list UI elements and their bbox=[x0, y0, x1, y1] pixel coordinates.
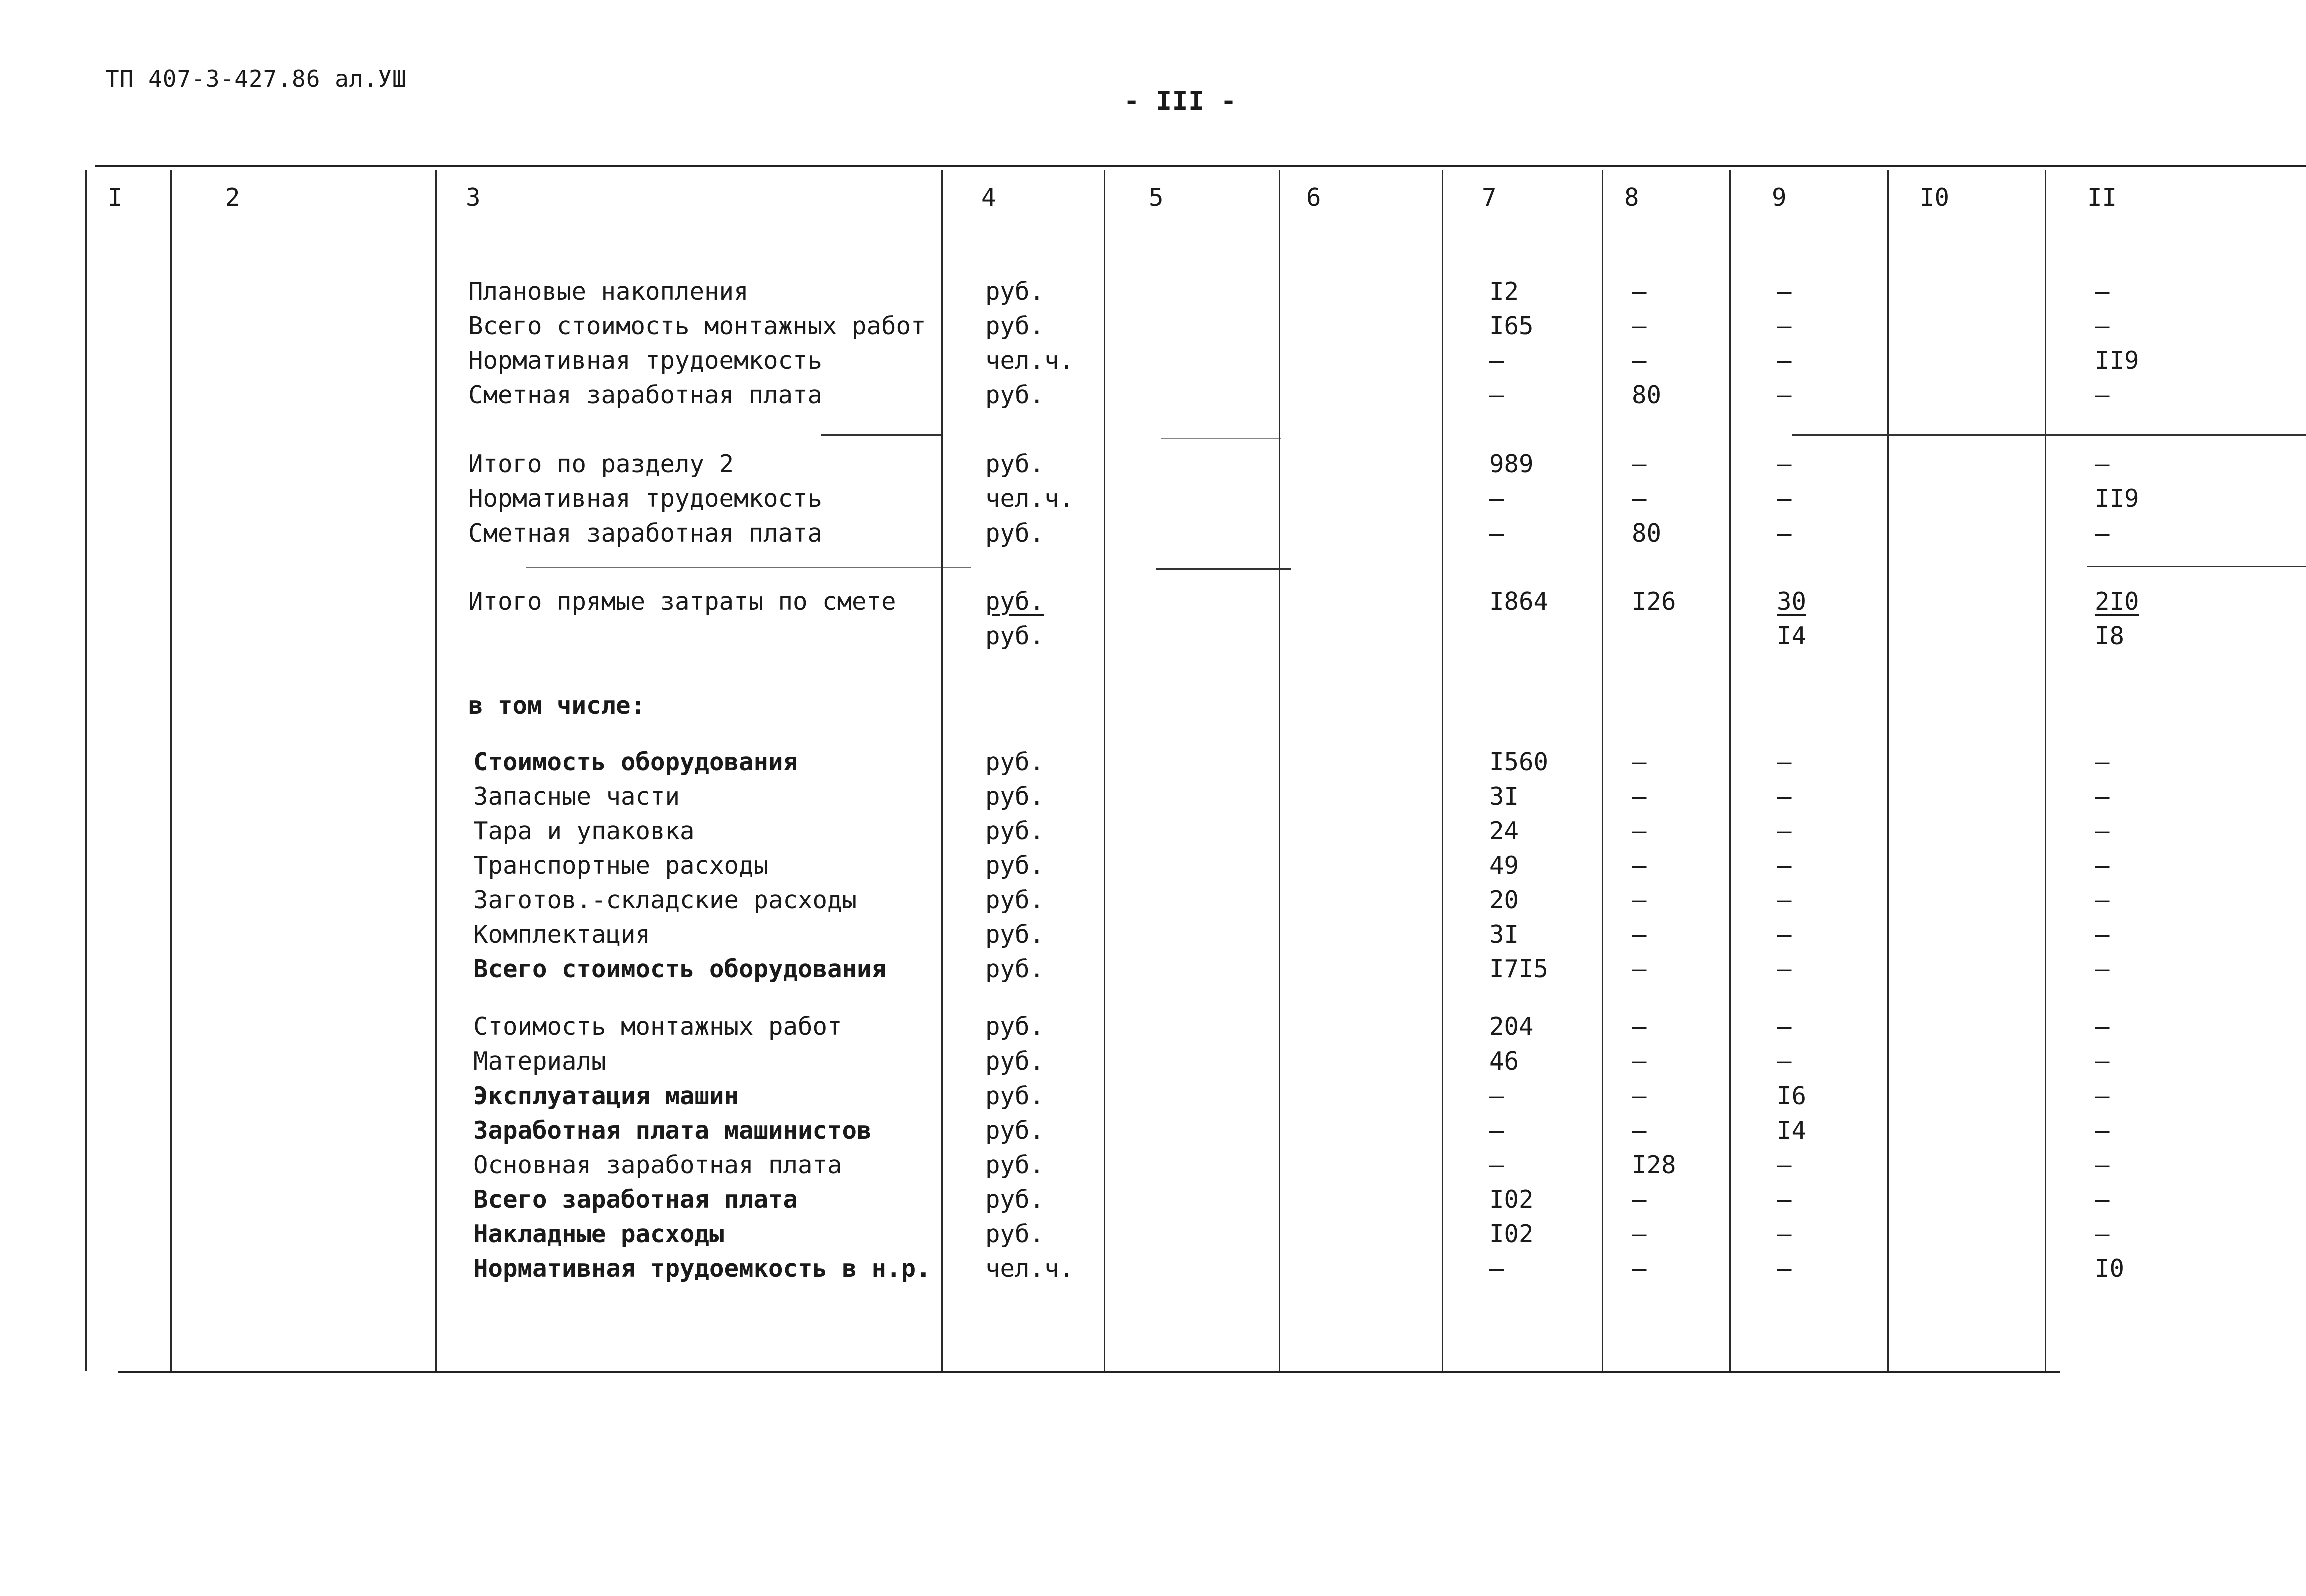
row-label: Сметная заработная плата bbox=[468, 519, 823, 548]
column-header: 7 bbox=[1482, 183, 1497, 212]
row-label: Всего заработная плата bbox=[473, 1185, 798, 1214]
value-cell-col9: 30 bbox=[1777, 587, 1807, 616]
column-divider bbox=[941, 170, 943, 1371]
unit-cell: чел.ч. bbox=[985, 1254, 1074, 1283]
unit-cell: чел.ч. bbox=[985, 484, 1074, 513]
separator-line bbox=[1792, 434, 2306, 436]
row-label: Нормативная трудоемкость в н.р. bbox=[473, 1254, 931, 1283]
value-cell-col8: – bbox=[1632, 1254, 1647, 1283]
value-cell-col9: – bbox=[1777, 955, 1792, 983]
separator-line bbox=[526, 567, 971, 568]
row-label: Материалы bbox=[473, 1047, 606, 1076]
row-label: Основная заработная плата bbox=[473, 1151, 842, 1179]
value-cell-col8: – bbox=[1632, 817, 1647, 845]
separator-line bbox=[1156, 568, 1291, 570]
value-cell-col7: I2 bbox=[1489, 277, 1519, 306]
value-cell-col8: I26 bbox=[1632, 587, 1676, 616]
column-divider bbox=[1729, 170, 1731, 1371]
document-code: ТП 407-3-427.86 ал.УШ bbox=[105, 65, 407, 92]
value-cell-col11: – bbox=[2095, 1012, 2110, 1041]
value-cell-col9: – bbox=[1777, 1012, 1792, 1041]
value-cell-col9: – bbox=[1777, 817, 1792, 845]
value-cell-col9: – bbox=[1777, 886, 1792, 914]
value-cell-col7: – bbox=[1489, 1082, 1504, 1110]
unit-cell: руб. bbox=[985, 886, 1045, 914]
row-label: Плановые накопления bbox=[468, 277, 749, 306]
table-bottom-rule bbox=[118, 1371, 2060, 1373]
row-label: Эксплуатация машин bbox=[473, 1082, 739, 1110]
unit-cell: руб. bbox=[985, 381, 1045, 409]
value-cell-col9: – bbox=[1777, 920, 1792, 949]
column-divider bbox=[1442, 170, 1443, 1371]
value-cell-col9: – bbox=[1777, 1047, 1792, 1076]
value-cell-col8: I28 bbox=[1632, 1151, 1676, 1179]
value-cell-col11: – bbox=[2095, 817, 2110, 845]
page-number: - III - bbox=[1124, 86, 1237, 116]
value-cell-col11: – bbox=[2095, 519, 2110, 548]
value-cell-col8: – bbox=[1632, 277, 1647, 306]
value-cell-col11: – bbox=[2095, 1047, 2110, 1076]
value-cell-col9: – bbox=[1777, 381, 1792, 409]
column-divider bbox=[1887, 170, 1889, 1371]
row-label: Запасные части bbox=[473, 782, 680, 811]
unit-cell: руб. bbox=[985, 1220, 1045, 1248]
row-label: Стоимость оборудования bbox=[473, 748, 798, 776]
value-cell-col8: – bbox=[1632, 955, 1647, 983]
unit-cell: руб. bbox=[985, 1185, 1045, 1214]
value-cell-col8: – bbox=[1632, 1185, 1647, 1214]
value-cell-col11: – bbox=[2095, 1185, 2110, 1214]
value-cell-col9: I6 bbox=[1777, 1082, 1807, 1110]
row-label: Нормативная трудоемкость bbox=[468, 346, 823, 375]
value-cell-col7: – bbox=[1489, 1254, 1504, 1283]
row-label: Всего стоимость монтажных работ bbox=[468, 312, 926, 340]
value-cell-col7: I560 bbox=[1489, 748, 1549, 776]
unit-cell: руб. bbox=[985, 1047, 1045, 1076]
value-cell-col11: – bbox=[2095, 886, 2110, 914]
row-label: в том числе: bbox=[468, 691, 646, 720]
value-cell-col8: – bbox=[1632, 450, 1647, 478]
value-cell-col7: 46 bbox=[1489, 1047, 1519, 1076]
value-cell-col9: – bbox=[1777, 1185, 1792, 1214]
row-label: Итого по разделу 2 bbox=[468, 450, 734, 478]
value-cell-col7: 3I bbox=[1489, 920, 1519, 949]
value-cell-col9: – bbox=[1777, 277, 1792, 306]
unit-cell: чел.ч. bbox=[985, 346, 1074, 375]
value-cell-col11: – bbox=[2095, 920, 2110, 949]
column-divider bbox=[2045, 170, 2046, 1371]
value-cell-col9: I4 bbox=[1777, 1116, 1807, 1145]
row-label: Комплектация bbox=[473, 920, 651, 949]
value-cell-col8: – bbox=[1632, 748, 1647, 776]
value-cell-col8: – bbox=[1632, 851, 1647, 880]
value-cell-col11: – bbox=[2095, 312, 2110, 340]
value-cell-col11: – bbox=[2095, 1116, 2110, 1145]
value-cell-col8: – bbox=[1632, 1047, 1647, 1076]
row-label: Итого прямые затраты по смете bbox=[468, 587, 896, 616]
value-cell-col11: – bbox=[2095, 748, 2110, 776]
unit-cell: руб. bbox=[985, 817, 1045, 845]
row-label: Накладные расходы bbox=[473, 1220, 724, 1248]
column-header: I0 bbox=[1920, 183, 1950, 212]
value-cell-col7: I65 bbox=[1489, 312, 1534, 340]
column-header: 4 bbox=[981, 183, 996, 212]
value-cell-col9: – bbox=[1777, 346, 1792, 375]
column-header: 2 bbox=[225, 183, 240, 212]
column-header: 9 bbox=[1772, 183, 1787, 212]
value-cell-col11: – bbox=[2095, 955, 2110, 983]
row-label: Всего стоимость оборудования bbox=[473, 955, 887, 983]
value-cell-col7: – bbox=[1489, 519, 1504, 548]
value-cell-col11: – bbox=[2095, 381, 2110, 409]
unit-cell: руб. bbox=[985, 955, 1045, 983]
value-cell-col7: – bbox=[1489, 484, 1504, 513]
value-cell-col7: 204 bbox=[1489, 1012, 1534, 1041]
column-header: 5 bbox=[1149, 183, 1164, 212]
value-cell-col7: I02 bbox=[1489, 1220, 1534, 1248]
separator-line bbox=[1161, 438, 1281, 439]
value-cell-col8: – bbox=[1632, 1220, 1647, 1248]
column-header: 3 bbox=[466, 183, 481, 212]
value-cell-col11: I8 bbox=[2095, 622, 2125, 650]
value-cell-col8: – bbox=[1632, 1012, 1647, 1041]
value-cell-col8: – bbox=[1632, 782, 1647, 811]
value-cell-col11: – bbox=[2095, 782, 2110, 811]
unit-cell: руб. bbox=[985, 277, 1045, 306]
row-label: Стоимость монтажных работ bbox=[473, 1012, 842, 1041]
unit-cell: руб. bbox=[985, 748, 1045, 776]
value-cell-col11: – bbox=[2095, 1151, 2110, 1179]
value-cell-col9: – bbox=[1777, 1220, 1792, 1248]
value-cell-col9: – bbox=[1777, 519, 1792, 548]
column-header: II bbox=[2087, 183, 2117, 212]
value-cell-col11: I0 bbox=[2095, 1254, 2125, 1283]
value-cell-col9: – bbox=[1777, 782, 1792, 811]
unit-cell: руб. bbox=[985, 519, 1045, 548]
unit-cell: руб. bbox=[985, 920, 1045, 949]
row-label: Заработная плата машинистов bbox=[473, 1116, 872, 1145]
column-divider bbox=[85, 170, 87, 1371]
column-header: 6 bbox=[1306, 183, 1321, 212]
column-divider bbox=[1602, 170, 1603, 1371]
value-cell-col11: II9 bbox=[2095, 484, 2139, 513]
row-label: Нормативная трудоемкость bbox=[468, 484, 823, 513]
value-cell-col11: 2I0 bbox=[2095, 587, 2139, 616]
value-cell-col9: I4 bbox=[1777, 622, 1807, 650]
value-cell-col7: I864 bbox=[1489, 587, 1549, 616]
unit-cell: руб. bbox=[985, 851, 1045, 880]
value-cell-col8: – bbox=[1632, 484, 1647, 513]
value-cell-col9: – bbox=[1777, 312, 1792, 340]
value-cell-col7: 49 bbox=[1489, 851, 1519, 880]
value-cell-col11: – bbox=[2095, 450, 2110, 478]
value-cell-col7: – bbox=[1489, 346, 1504, 375]
value-cell-col9: – bbox=[1777, 851, 1792, 880]
row-label: Сметная заработная плата bbox=[468, 381, 823, 409]
value-cell-col7: 20 bbox=[1489, 886, 1519, 914]
value-cell-col9: – bbox=[1777, 1151, 1792, 1179]
table-top-rule bbox=[95, 165, 2306, 167]
column-divider bbox=[170, 170, 172, 1371]
value-cell-col9: – bbox=[1777, 748, 1792, 776]
value-cell-col7: – bbox=[1489, 1116, 1504, 1145]
value-cell-col7: I7I5 bbox=[1489, 955, 1549, 983]
value-cell-col11: – bbox=[2095, 1220, 2110, 1248]
value-cell-col7: – bbox=[1489, 381, 1504, 409]
column-header: I bbox=[108, 183, 123, 212]
unit-cell: руб. bbox=[985, 587, 1045, 616]
value-cell-col11: – bbox=[2095, 1082, 2110, 1110]
value-cell-col7: – bbox=[1489, 1151, 1504, 1179]
value-cell-col9: – bbox=[1777, 484, 1792, 513]
value-cell-col11: – bbox=[2095, 277, 2110, 306]
value-cell-col7: I02 bbox=[1489, 1185, 1534, 1214]
separator-line bbox=[2087, 566, 2306, 567]
value-cell-col8: 80 bbox=[1632, 381, 1662, 409]
value-cell-col8: – bbox=[1632, 1082, 1647, 1110]
value-cell-col8: 80 bbox=[1632, 519, 1662, 548]
value-cell-col8: – bbox=[1632, 312, 1647, 340]
unit-cell: руб. bbox=[985, 1012, 1045, 1041]
unit-cell: руб. bbox=[985, 312, 1045, 340]
value-cell-col8: – bbox=[1632, 886, 1647, 914]
unit-cell: руб. bbox=[985, 1116, 1045, 1145]
value-cell-col9: – bbox=[1777, 1254, 1792, 1283]
separator-line bbox=[821, 434, 941, 436]
row-label: Заготов.-складские расходы bbox=[473, 886, 857, 914]
unit-cell: руб. bbox=[985, 1151, 1045, 1179]
value-cell-col7: 3I bbox=[1489, 782, 1519, 811]
value-cell-col8: – bbox=[1632, 346, 1647, 375]
value-cell-col9: – bbox=[1777, 450, 1792, 478]
column-divider bbox=[1279, 170, 1280, 1371]
unit-cell: руб. bbox=[985, 1082, 1045, 1110]
value-cell-col8: – bbox=[1632, 920, 1647, 949]
value-cell-col7: 989 bbox=[1489, 450, 1534, 478]
unit-cell: руб. bbox=[985, 782, 1045, 811]
value-cell-col7: 24 bbox=[1489, 817, 1519, 845]
unit-cell: руб. bbox=[985, 622, 1045, 650]
row-label: Тара и упаковка bbox=[473, 817, 695, 845]
column-divider bbox=[435, 170, 437, 1371]
row-label: Транспортные расходы bbox=[473, 851, 769, 880]
unit-cell: руб. bbox=[985, 450, 1045, 478]
value-cell-col11: – bbox=[2095, 851, 2110, 880]
column-header: 8 bbox=[1624, 183, 1639, 212]
column-divider bbox=[1104, 170, 1105, 1371]
value-cell-col11: II9 bbox=[2095, 346, 2139, 375]
value-cell-col8: – bbox=[1632, 1116, 1647, 1145]
